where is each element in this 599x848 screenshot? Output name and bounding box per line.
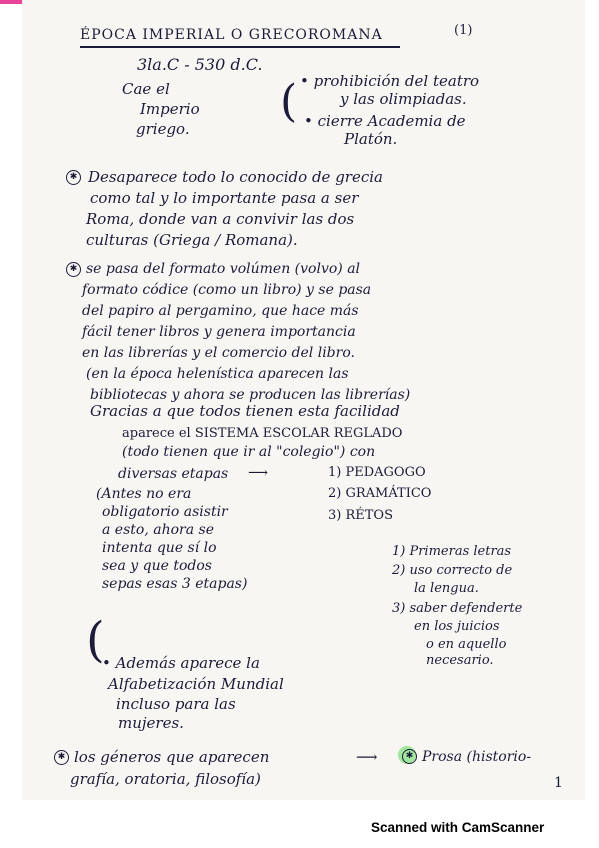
retos-line: 3) saber defenderte — [392, 601, 523, 616]
left-note-line: griego. — [136, 120, 190, 138]
section3-line: (todo tienen que ir al "colegio") con — [122, 444, 376, 460]
section4-line: los géneros que aparecen — [74, 748, 270, 766]
date-range: 3la.C - 530 d.C. — [137, 55, 263, 74]
section2-line: se pasa del formato volúmen (volvo) al — [86, 261, 361, 277]
right-note-line: Platón. — [344, 130, 398, 148]
retos-line: 2) uso correcto de — [392, 563, 513, 578]
notebook-page — [22, 0, 585, 800]
retos-line: o en aquello — [426, 637, 507, 652]
section2-line: (en la época helenística aparecen las — [86, 366, 349, 382]
section2-line: fácil tener libros y genera importancia — [82, 324, 356, 340]
stages-note-line: sepas esas 3 etapas) — [102, 576, 248, 592]
stage-item: 2) GRAMÁTICO — [328, 486, 432, 501]
stages-note-line: obligatorio asistir — [102, 504, 228, 520]
section1-line: como tal y lo importante pasa a ser — [90, 189, 359, 207]
title-underline — [80, 46, 400, 48]
scanner-watermark: Scanned with CamScanner — [371, 820, 545, 835]
retos-line: en los juicios — [414, 619, 500, 634]
stage-item: 1) PEDAGOGO — [328, 465, 426, 480]
right-note-line: y las olimpiadas. — [340, 90, 467, 108]
corner-mark: (1) — [454, 23, 473, 38]
alfabetizacion-line: incluso para las — [116, 695, 236, 713]
asterisk-bullet-icon: ✱ — [66, 262, 81, 277]
right-note-line: • cierre Academia de — [304, 112, 466, 130]
retos-line: necesario. — [426, 653, 494, 668]
section3-line: aparece el SISTEMA ESCOLAR REGLADO — [122, 426, 403, 441]
section3-line: diversas etapas — [118, 466, 229, 482]
alfabetizacion-line: Alfabetización Mundial — [108, 675, 284, 693]
left-note-line: Imperio — [140, 100, 200, 118]
brace-icon: ( — [86, 612, 105, 668]
section4-line: Prosa (historio- — [422, 749, 532, 765]
section3-line: Gracias a que todos tienen esta facilidad — [90, 402, 400, 420]
section4-line: grafía, oratoria, filosofía) — [70, 770, 261, 788]
section2-line: del papiro al pergamino, que hace más — [82, 303, 359, 319]
section2-line: bibliotecas y ahora se producen las librerías) — [90, 387, 411, 403]
stages-note-line: intenta que sí lo — [102, 540, 217, 556]
asterisk-bullet-icon: ✱ — [402, 749, 417, 764]
retos-line: la lengua. — [414, 581, 479, 596]
alfabetizacion-line: • Además aparece la — [102, 654, 260, 672]
arrow-right-icon: ⟶ — [248, 465, 269, 481]
section2-line: en las librerías y el comercio del libro. — [82, 345, 355, 361]
left-note-line: Cae el — [122, 80, 170, 98]
asterisk-bullet-icon: ✱ — [54, 750, 69, 765]
right-note-line: • prohibición del teatro — [300, 72, 480, 90]
page-title: ÉPOCA IMPERIAL O GRECOROMANA — [80, 27, 383, 43]
section1-line: Roma, donde van a convivir las dos — [86, 210, 355, 228]
retos-line: 1) Primeras letras — [392, 544, 512, 559]
arrow-right-icon: ⟶ — [356, 748, 378, 766]
stage-item: 3) RÉTOS — [328, 508, 393, 523]
section2-line: formato códice (como un libro) y se pasa — [82, 282, 372, 298]
stages-note-line: sea y que todos — [102, 558, 212, 574]
page-number: 1 — [554, 775, 563, 791]
section1-line: culturas (Griega / Romana). — [86, 231, 298, 249]
stages-note-line: a esto, ahora se — [102, 522, 214, 538]
section1-line: Desaparece todo lo conocido de grecia — [88, 168, 383, 186]
asterisk-bullet-icon: ✱ — [66, 170, 81, 185]
stages-note-line: (Antes no era — [96, 486, 192, 502]
alfabetizacion-line: mujeres. — [118, 714, 184, 732]
brace-icon: ( — [280, 76, 298, 127]
